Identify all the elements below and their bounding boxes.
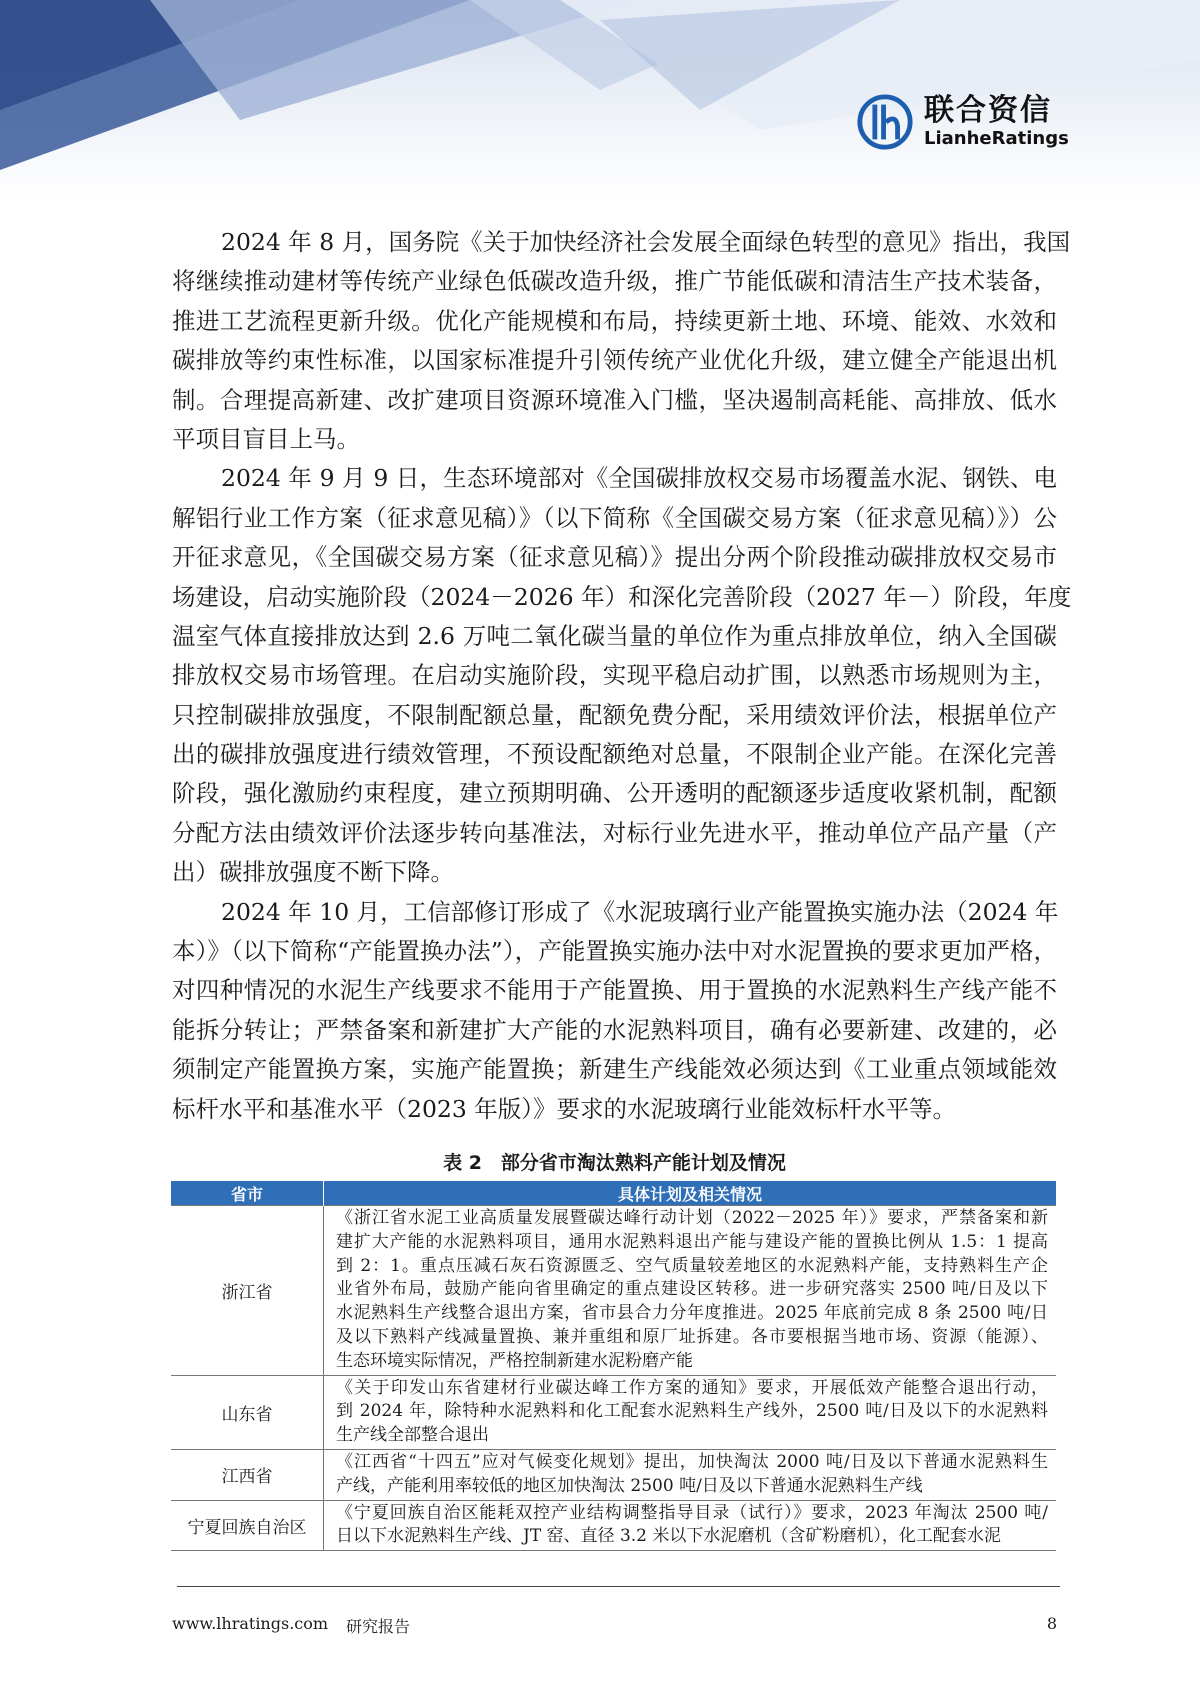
plan-line: 到 2024 年，除特种水泥熟料和化工配套水泥熟料生产线外，2500 吨/日及以下的水泥熟料	[336, 1401, 1048, 1422]
footer-divider	[177, 1586, 1060, 1587]
paragraph-line: 场建设，启动实施阶段（2024－2026 年）和深化完善阶段（2027 年－）阶段，年度	[172, 582, 1072, 611]
plan-line: 日以下水泥熟料生产线、JT 窑、直径 3.2 米以下水泥磨机（含矿粉磨机），化工配套水泥	[336, 1526, 1001, 1547]
plan-line: 产线，产能利用率较低的地区加快淘汰 2500 吨/日及以下普通水泥熟料生产线	[336, 1475, 923, 1496]
table-caption: 表 2 部分省市淘汰熟料产能计划及情况	[443, 1152, 786, 1174]
plan-line: 到 2：1。重点压减石灰石资源匮乏、空气质量较差地区的水泥熟料产能，支持熟料生产企	[336, 1255, 1048, 1276]
paragraph	[172, 893, 1057, 1129]
page-number: 8	[1046, 1614, 1057, 1633]
logo-chinese-name: 联合资信	[924, 93, 1052, 128]
plan-line: 及以下熟料产线减量置换、兼并重组和原厂址拆建。各市要根据当地市场、资源（能源）、	[336, 1326, 1048, 1347]
company-logo	[856, 90, 1069, 154]
paragraph-line: 须制定产能置换方案，实施产能置换；新建生产线能效必须达到《工业重点领域能效	[172, 1055, 1057, 1084]
plan-line: 建扩大产能的水泥熟料项目，通用水泥熟料退出产能与建设产能的置换比例从 1.5：1 提高	[336, 1231, 1048, 1252]
province-cell: 宁夏回族自治区	[171, 1500, 324, 1551]
page-footer	[172, 1614, 1057, 1637]
paragraph-line: 温室气体直接排放达到 2.6 万吨二氧化碳当量的单位作为重点排放单位，纳入全国碳	[172, 621, 1057, 650]
plan-line: 《江西省“十四五”应对气候变化规划》提出，加快淘汰 2000 吨/日及以下普通水泥熟料生	[336, 1451, 1048, 1472]
plan-line: 水泥熟料生产线整合退出方案，省市县合力分年度推进。2025 年底前完成 8 条 2500 吨/日	[336, 1303, 1048, 1324]
paragraph-line: 碳排放等约束性标准，以国家标准提升引领传统产业优化升级，建立健全产能退出机	[172, 346, 1057, 375]
plan-cell	[324, 1500, 1057, 1551]
province-cell: 浙江省	[171, 1206, 324, 1376]
paragraph-line: 对四种情况的水泥生产线要求不能用于产能置换、用于置换的水泥熟料生产线产能不	[172, 976, 1057, 1005]
lianhe-logo-icon	[856, 93, 914, 151]
paragraph-line: 分配方法由绩效评价法逐步转向基准法，对标行业先进水平，推动单位产品产量（产	[172, 818, 1057, 847]
paragraph-line: 出）碳排放强度不断下降。	[172, 858, 454, 887]
paragraph	[172, 223, 1071, 459]
plan-line: 生产线全部整合退出	[336, 1425, 489, 1446]
paragraph-line: 排放权交易市场管理。在启动实施阶段，实现平稳启动扩围，以熟悉市场规则为主，	[172, 661, 1057, 690]
elimination-plan-table	[171, 1181, 1056, 1551]
plan-line: 业省外布局，鼓励产能向省里确定的重点建设区转移。进一步研究落实 2500 吨/日及以下	[336, 1279, 1048, 1300]
plan-line: 《关于印发山东省建材行业碳达峰工作方案的通知》要求，开展低效产能整合退出行动，	[336, 1377, 1048, 1398]
footer-report-label: 研究报告	[346, 1617, 411, 1636]
plan-cell	[324, 1449, 1057, 1500]
table-row	[171, 1375, 1056, 1449]
column-header-province: 省市	[171, 1181, 324, 1206]
paragraph-line: 开征求意见，《全国碳交易方案（征求意见稿）》提出分两个阶段推动碳排放权交易市	[172, 543, 1057, 572]
paragraph-line: 2024 年 8 月，国务院《关于加快经济社会发展全面绿色转型的意见》指出，我国	[221, 228, 1071, 256]
paragraph	[172, 459, 1072, 892]
plan-cell	[324, 1206, 1057, 1376]
province-cell: 山东省	[171, 1375, 324, 1449]
table-row	[171, 1206, 1056, 1376]
province-cell: 江西省	[171, 1449, 324, 1500]
paragraph-line: 本）》（以下简称“产能置换办法”），产能置换实施办法中对水泥置换的要求更加严格，	[172, 937, 1057, 966]
paragraph-line: 2024 年 9 月 9 日，生态环境部对《全国碳排放权交易市场覆盖水泥、钢铁、电	[221, 464, 1057, 493]
table-row	[171, 1500, 1056, 1551]
column-header-plan: 具体计划及相关情况	[324, 1181, 1057, 1206]
paragraph-line: 出的碳排放强度进行绩效管理，不预设配额绝对总量，不限制企业产能。在深化完善	[172, 740, 1057, 769]
paragraph-line: 将继续推动建材等传统产业绿色低碳改造升级，推广节能低碳和清洁生产技术装备，	[172, 267, 1057, 296]
table-header-row	[171, 1181, 1056, 1206]
report-body	[172, 223, 1072, 1129]
paragraph-line: 能拆分转让；严禁备案和新建扩大产能的水泥熟料项目，确有必要新建、改建的，必	[172, 1015, 1057, 1044]
paragraph-line: 阶段，强化激励约束程度，建立预期明确、公开透明的配额逐步适度收紧机制，配额	[172, 779, 1057, 808]
footer-website-link[interactable]: www.lhratings.com	[172, 1614, 329, 1633]
table-row	[171, 1449, 1056, 1500]
plan-line: 《浙江省水泥工业高质量发展暨碳达峰行动计划（2022－2025 年）》要求，严禁备案和新	[336, 1208, 1048, 1228]
paragraph-line: 推进工艺流程更新升级。优化产能规模和布局，持续更新土地、环境、能效、水效和	[172, 306, 1057, 335]
plan-line: 生态环境实际情况，严格控制新建水泥粉磨产能	[336, 1350, 693, 1371]
plan-line: 《宁夏回族自治区能耗双控产业结构调整指导目录（试行）》要求，2023 年淘汰 2500 吨/	[336, 1502, 1048, 1523]
paragraph-line: 解铝行业工作方案（征求意见稿）》（以下简称《全国碳交易方案（征求意见稿）》）公	[172, 503, 1057, 532]
paragraph-line: 只控制碳排放强度，不限制配额总量，配额免费分配，采用绩效评价法，根据单位产	[172, 700, 1057, 729]
plan-cell	[324, 1375, 1057, 1449]
paragraph-line: 2024 年 10 月，工信部修订形成了《水泥玻璃行业产能置换实施办法（2024 年	[221, 897, 1059, 926]
paragraph-line: 标杆水平和基准水平（2023 年版）》要求的水泥玻璃行业能效标杆水平等。	[172, 1094, 957, 1123]
paragraph-line: 平项目盲目上马。	[172, 424, 360, 453]
logo-english-name: LianheRatings	[924, 128, 1069, 149]
paragraph-line: 制。合理提高新建、改扩建项目资源环境准入门槛，坚决遏制高耗能、高排放、低水	[172, 385, 1057, 414]
